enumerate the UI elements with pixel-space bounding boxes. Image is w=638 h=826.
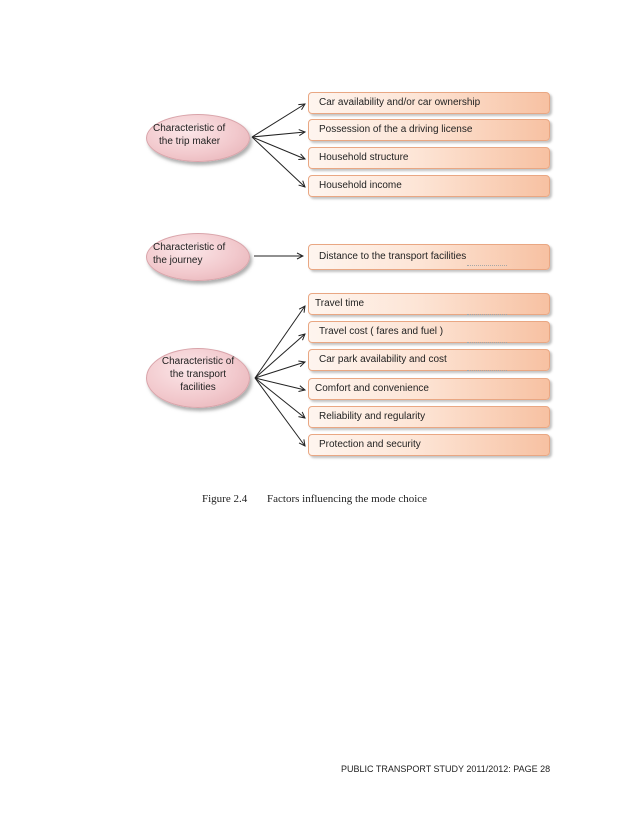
factor-driving-license <box>308 119 550 141</box>
factor-label: Possession of the a driving license <box>319 124 473 135</box>
oval-journey <box>146 233 250 281</box>
factor-car-park <box>308 349 550 371</box>
factor-comfort <box>308 378 550 400</box>
factor-distance <box>308 244 550 270</box>
factor-label: Household income <box>319 180 402 191</box>
connector-arrow <box>252 104 305 137</box>
dotted-leader <box>467 370 507 375</box>
oval-label-line: Characteristic of <box>161 356 235 367</box>
connector-arrow <box>255 334 305 378</box>
factor-label: Household structure <box>319 152 409 163</box>
factor-household-income <box>308 175 550 197</box>
oval-label-line: the transport <box>169 369 227 380</box>
dotted-leader <box>467 265 507 270</box>
figure-number: Figure 2.4 <box>202 493 248 505</box>
dotted-leader <box>467 342 507 347</box>
factor-protection <box>308 434 550 456</box>
factor-label: Comfort and convenience <box>315 383 429 394</box>
connector-arrow <box>252 137 305 187</box>
oval-label-line: Characteristic of <box>153 242 226 253</box>
oval-transport-facilities <box>146 348 250 408</box>
connector-arrow <box>252 132 305 137</box>
factor-label: Car park availability and cost <box>319 354 447 365</box>
factor-travel-time <box>308 293 550 315</box>
connector-arrow <box>252 137 305 159</box>
oval-label-line: Characteristic of <box>153 123 226 134</box>
factor-reliability <box>308 406 550 428</box>
factor-label: Travel time <box>315 298 365 309</box>
figure-title: Factors influencing the mode choice <box>267 493 428 505</box>
oval-label-line: the journey <box>153 255 203 266</box>
oval-trip-maker <box>146 114 250 162</box>
factor-label: Distance to the transport facilities <box>319 251 467 262</box>
factor-label: Protection and security <box>319 439 421 450</box>
connector-arrow <box>255 306 305 378</box>
factor-household-structure <box>308 147 550 169</box>
page-footer: PUBLIC TRANSPORT STUDY 2011/2012: PAGE 28 <box>341 764 551 774</box>
factor-car-availability <box>308 92 550 114</box>
factor-label: Car availability and/or car ownership <box>319 97 481 108</box>
factor-label: Travel cost ( fares and fuel ) <box>319 326 444 337</box>
oval-label-line: the trip maker <box>159 136 221 147</box>
connector-arrow <box>255 362 305 378</box>
dotted-leader <box>467 314 507 319</box>
oval-label-line: facilities <box>180 382 216 393</box>
factor-travel-cost <box>308 321 550 343</box>
factor-label: Reliability and regularity <box>319 411 426 422</box>
